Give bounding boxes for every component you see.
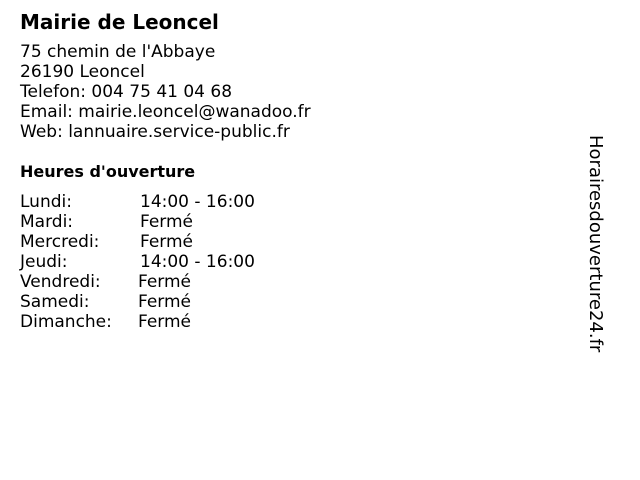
day-label: Lundi:	[20, 192, 72, 212]
day-label: Dimanche:	[20, 312, 112, 332]
day-label: Jeudi:	[20, 252, 68, 272]
day-label: Samedi:	[20, 292, 90, 312]
hours-row-thursday	[20, 252, 580, 272]
day-hours: 14:00 - 16:00	[140, 192, 255, 212]
day-hours: Fermé	[138, 272, 192, 292]
day-label: Vendredi:	[20, 272, 101, 292]
web-line: Web: lannuaire.service-public.fr	[20, 122, 290, 142]
address-city: 26190 Leoncel	[20, 62, 145, 82]
hours-table	[20, 192, 580, 332]
day-label: Mercredi:	[20, 232, 100, 252]
office-card	[20, 10, 580, 332]
day-hours: Fermé	[140, 212, 194, 232]
hours-row-monday	[20, 192, 580, 212]
hours-heading: Heures d'ouverture	[20, 162, 196, 181]
hours-row-wednesday	[20, 232, 580, 252]
office-title: Mairie de Leoncel	[20, 10, 219, 34]
hours-row-friday	[20, 272, 580, 292]
phone-line: Telefon: 004 75 41 04 68	[20, 82, 233, 102]
day-hours: Fermé	[138, 292, 192, 312]
day-hours: Fermé	[140, 232, 194, 252]
hours-row-saturday	[20, 292, 580, 312]
day-hours: 14:00 - 16:00	[140, 252, 255, 272]
day-hours: Fermé	[138, 312, 192, 332]
site-watermark: Horairesdouverture24.fr	[585, 135, 606, 353]
address-street: 75 chemin de l'Abbaye	[20, 42, 216, 62]
hours-row-sunday	[20, 312, 580, 332]
hours-row-tuesday	[20, 212, 580, 232]
day-label: Mardi:	[20, 212, 74, 232]
email-line: Email: mairie.leoncel@wanadoo.fr	[20, 102, 311, 122]
